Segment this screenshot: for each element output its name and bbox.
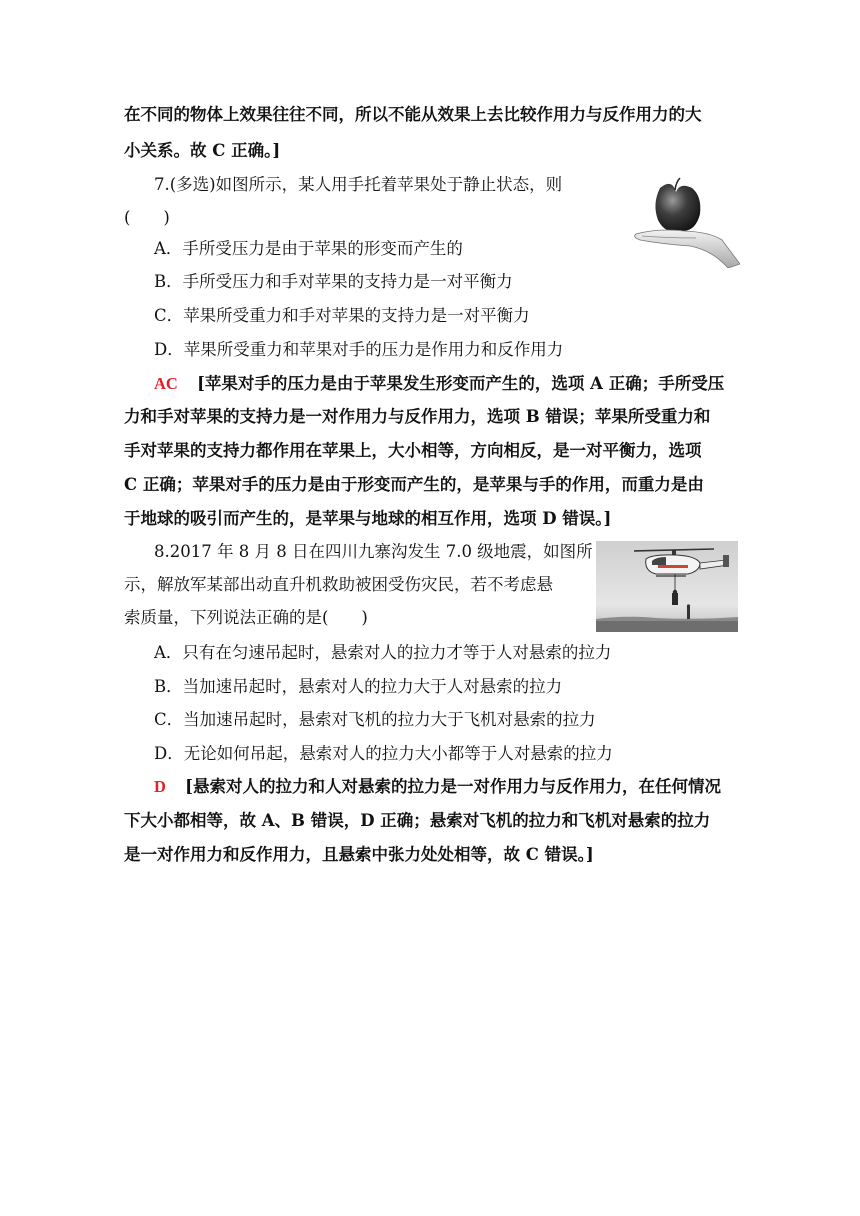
q8-answer: D [154, 777, 166, 796]
q7-stem-line-2: ( ) [124, 208, 170, 227]
q7-explain-line-1: [苹果对手的压力是由于苹果发生形变而产生的，选项 A 正确；手所受压 [197, 374, 725, 393]
q7-explain-line-3: 手对苹果的支持力都作用在苹果上，大小相等，方向相反，是一对平衡力，选项 [124, 441, 702, 460]
q7-answer-line [154, 373, 724, 395]
q8-stem-line-3: 索质量，下列说法正确的是( ) [124, 608, 368, 627]
q7-option-b: B．手所受压力和手对苹果的支持力是一对平衡力 [154, 272, 513, 291]
q8-stem-line-2: 示，解放军某部出动直升机救助被困受伤灾民，若不考虑悬 [124, 575, 553, 594]
q8-option-c: C．当加速吊起时，悬索对飞机的拉力大于飞机对悬索的拉力 [154, 710, 596, 729]
q7-option-c: C．苹果所受重力和手对苹果的支持力是一对平衡力 [154, 306, 530, 325]
prev-explain-line-2: 小关系。故 C 正确。] [124, 141, 281, 160]
q8-answer-line [154, 776, 721, 798]
q8-explain-line-2: 下大小都相等，故 A、B 错误，D 正确；悬索对飞机的拉力和飞机对悬索的拉力 [124, 811, 711, 830]
q7-option-d: D．苹果所受重力和苹果对手的压力是作用力和反作用力 [154, 340, 564, 359]
q8-option-b: B．当加速吊起时，悬索对人的拉力大于人对悬索的拉力 [154, 677, 563, 696]
q8-stem-line-1: 8.2017 年 8 月 8 日在四川九寨沟发生 7.0 级地震，如图所 [154, 542, 593, 561]
q8-option-a: A．只有在匀速吊起时，悬索对人的拉力才等于人对悬索的拉力 [154, 643, 612, 662]
q8-explain-line-3: 是一对作用力和反作用力，且悬索中张力处处相等，故 C 错误。] [124, 845, 594, 864]
q7-stem-line-1: 7.(多选)如图所示，某人用手托着苹果处于静止状态，则 [154, 175, 563, 194]
q7-explain-line-2: 力和手对苹果的支持力是一对作用力与反作用力，选项 B 错误；苹果所受重力和 [124, 407, 711, 426]
helicopter-rescue-image [596, 541, 738, 632]
q7-option-a: A．手所受压力是由于苹果的形变而产生的 [154, 239, 463, 258]
prev-explain-line-1: 在不同的物体上效果往往不同，所以不能从效果上去比较作用力与反作用力的大 [124, 105, 702, 124]
q7-answer: AC [154, 374, 178, 393]
apple-on-hand-image [618, 174, 740, 268]
q7-explain-line-5: 于地球的吸引而产生的，是苹果与地球的相互作用，选项 D 错误。] [124, 509, 612, 528]
q8-explain-line-1: [悬索对人的拉力和人对悬索的拉力是一对作用力与反作用力，在任何情况 [185, 777, 721, 796]
q8-option-d: D．无论如何吊起，悬索对人的拉力大小都等于人对悬索的拉力 [154, 744, 613, 763]
q7-explain-line-4: C 正确；苹果对手的压力是由于形变而产生的，是苹果与手的作用，而重力是由 [124, 475, 704, 494]
